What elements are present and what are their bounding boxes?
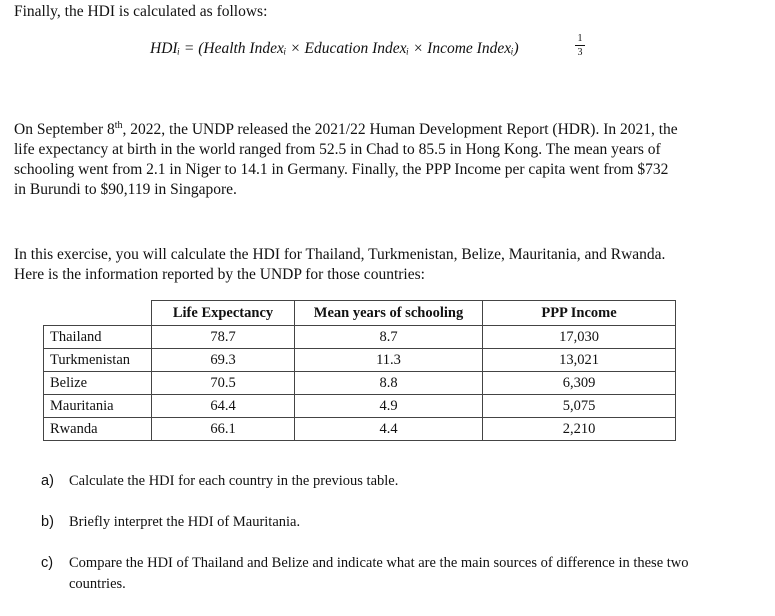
question-b-label: b)	[41, 514, 54, 530]
country-name: Belize	[44, 372, 152, 395]
intro-text: Finally, the HDI is calculated as follows:	[14, 3, 268, 20]
exponent-numerator: 1	[577, 33, 583, 44]
life-expectancy-value: 69.3	[152, 349, 295, 372]
table-row	[44, 349, 676, 372]
country-name: Turkmenistan	[44, 349, 152, 372]
question-c-label: c)	[41, 555, 54, 571]
country-data-table	[43, 300, 676, 441]
question-b-text: Briefly interpret the HDI of Mauritania.	[69, 514, 301, 530]
table-row	[44, 395, 676, 418]
schooling-value: 11.3	[295, 349, 483, 372]
schooling-value: 4.9	[295, 395, 483, 418]
question-a-text: Calculate the HDI for each country in the previous table.	[69, 473, 399, 489]
life-expectancy-value: 64.4	[152, 395, 295, 418]
table-header-ppp-income: PPP Income	[483, 301, 676, 326]
life-expectancy-value: 78.7	[152, 326, 295, 349]
life-expectancy-value: 66.1	[152, 418, 295, 441]
question-a-label: a)	[41, 473, 54, 489]
table-row	[44, 326, 676, 349]
schooling-value: 4.4	[295, 418, 483, 441]
para1-line: in Burundi to $90,119 in Singapore.	[14, 181, 237, 198]
hdi-formula: HDIᵢ = (Health Indexᵢ × Education Indexᵢ × Income Indexᵢ)	[150, 40, 519, 57]
ppp-income-value: 2,210	[483, 418, 676, 441]
exponent-denominator: 3	[577, 47, 583, 58]
life-expectancy-value: 70.5	[152, 372, 295, 395]
country-name: Thailand	[44, 326, 152, 349]
ppp-income-value: 6,309	[483, 372, 676, 395]
formula-exponent	[575, 33, 585, 58]
para2-line: In this exercise, you will calculate the HDI for Thailand, Turkmenistan, Belize, Mauritania, and Rwanda.	[14, 246, 666, 263]
table-header-life-expectancy: Life Expectancy	[152, 301, 295, 326]
ppp-income-value: 5,075	[483, 395, 676, 418]
country-name: Rwanda	[44, 418, 152, 441]
table-row	[44, 418, 676, 441]
schooling-value: 8.8	[295, 372, 483, 395]
para1-line: On September 8th, 2022, the UNDP released the 2021/22 Human Development Report (HDR). In 2021, the	[14, 119, 678, 138]
schooling-value: 8.7	[295, 326, 483, 349]
para2-line: Here is the information reported by the UNDP for those countries:	[14, 266, 425, 283]
ppp-income-value: 13,021	[483, 349, 676, 372]
table-header-row	[44, 301, 676, 326]
table-header-schooling: Mean years of schooling	[295, 301, 483, 326]
country-name: Mauritania	[44, 395, 152, 418]
ppp-income-value: 17,030	[483, 326, 676, 349]
table-header-blank	[44, 301, 152, 326]
question-c-text: Compare the HDI of Thailand and Belize and indicate what are the main sources of difference in these two countries.	[69, 555, 689, 592]
table-row	[44, 372, 676, 395]
para1-line: schooling went from 2.1 in Niger to 14.1 in Germany. Finally, the PPP Income per capita went from $732	[14, 161, 669, 178]
para1-line: life expectancy at birth in the world ranged from 52.5 in Chad to 85.5 in Hong Kong. The mean years of	[14, 141, 661, 158]
